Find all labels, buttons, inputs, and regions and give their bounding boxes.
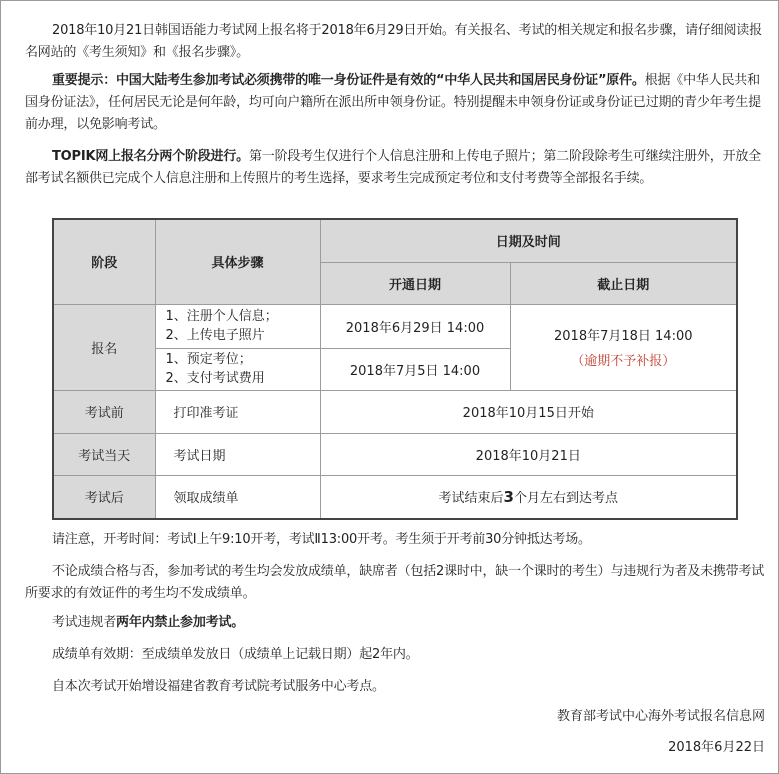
registration-steps-2: 1、预定考位； 2、支付考试费用 [155,348,320,390]
validity-paragraph: 成绩单有效期：至成绩单发放日（成绩单上记载日期）起2年内。 [52,647,419,662]
intro-paragraph: 2018年10月21日韩国语能力考试网上报名将于2018年6月29日开始。有关报名、考试的相关规定和报名步骤，请仔细阅读报名网站的《考生须知》和《报名步骤》。 [25,23,762,60]
header-close-date: 截止日期 [510,262,737,304]
stage-registration: 报名 [53,304,155,390]
registration-steps-1: 1、注册个人信息； 2、上传电子照片 [155,304,320,348]
header-stage: 阶段 [53,219,155,304]
stages-paragraph: TOPIK网上报名分两个阶段进行。第一阶段考生仅进行个人信息注册和上传电子照片；第二阶段除考生可继续注册外，开放全部考试名额供已完成个人信息注册和上传照片的考生选择，要求考生完成预定考位和支付考费等全部报名手续。 [25,149,761,186]
before-exam-date: 2018年10月15日开始 [320,390,737,433]
header-open-date: 开通日期 [320,262,510,304]
late-notice: （逾期不予补报） [571,354,676,369]
registration-close: 2018年7月18日 14:00 （逾期不予补报） [510,304,737,390]
table-row [53,390,737,433]
new-test-site-paragraph: 自本次考试开始增设福建省教育考试院考试服务中心考点。 [52,679,385,694]
table-row [53,304,737,348]
important-notice-bold: 重要提示：中国大陆考生参加考试必须携带的唯一身份证件是有效的“中华人民共和国居民身份证”原件。 [52,73,645,88]
registration-open-2: 2018年7月5日 14:00 [320,348,510,390]
exam-day-date: 2018年10月21日 [320,433,737,475]
score-report-paragraph: 不论成绩合格与否，参加考试的考生均会发放成绩单，缺席者（包括2课时中，缺一个课时的考生）与违规行为者及未携带考试所要求的有效证件的考生均不发成绩单。 [25,564,765,601]
schedule-table [52,218,738,520]
important-notice-paragraph: 重要提示：中国大陆考生参加考试必须携带的唯一身份证件是有效的“中华人民共和国居民身份证”原件。根据《中华人民共和国身份证法》，任何居民无论是何年龄，均可向户籍所在派出所申领身份证。特别提醒未申领身份证或身份证已过期的青少年考生提前办理，以免影响考试。 [25,73,761,132]
after-exam-step: 领取成绩单 [155,475,320,519]
stage-after-exam: 考试后 [53,475,155,519]
exam-day-step: 考试日期 [155,433,320,475]
stage-before-exam: 考试前 [53,390,155,433]
before-exam-step: 打印准考证 [155,390,320,433]
after-exam-date: 考试结束后3个月左右到达考点 [320,475,737,519]
table-row [53,433,737,475]
exam-time-paragraph: 请注意，开考时间：考试Ⅰ上午9:10开考，考试Ⅱ13:00开考。考生须于开考前30分钟抵达考场。 [52,532,591,547]
violation-paragraph: 考试违规者两年内禁止参加考试。 [52,615,245,630]
stage-exam-day: 考试当天 [53,433,155,475]
signature: 教育部考试中心海外考试报名信息网 [556,709,765,724]
table-row [53,475,737,519]
table-header-row [53,219,737,262]
registration-open-1: 2018年6月29日 14:00 [320,304,510,348]
header-steps: 具体步骤 [155,219,320,304]
signature-date: 2018年6月22日 [668,740,765,755]
header-date: 日期及时间 [320,219,737,262]
stages-bold: TOPIK网上报名分两个阶段进行。 [52,149,249,164]
